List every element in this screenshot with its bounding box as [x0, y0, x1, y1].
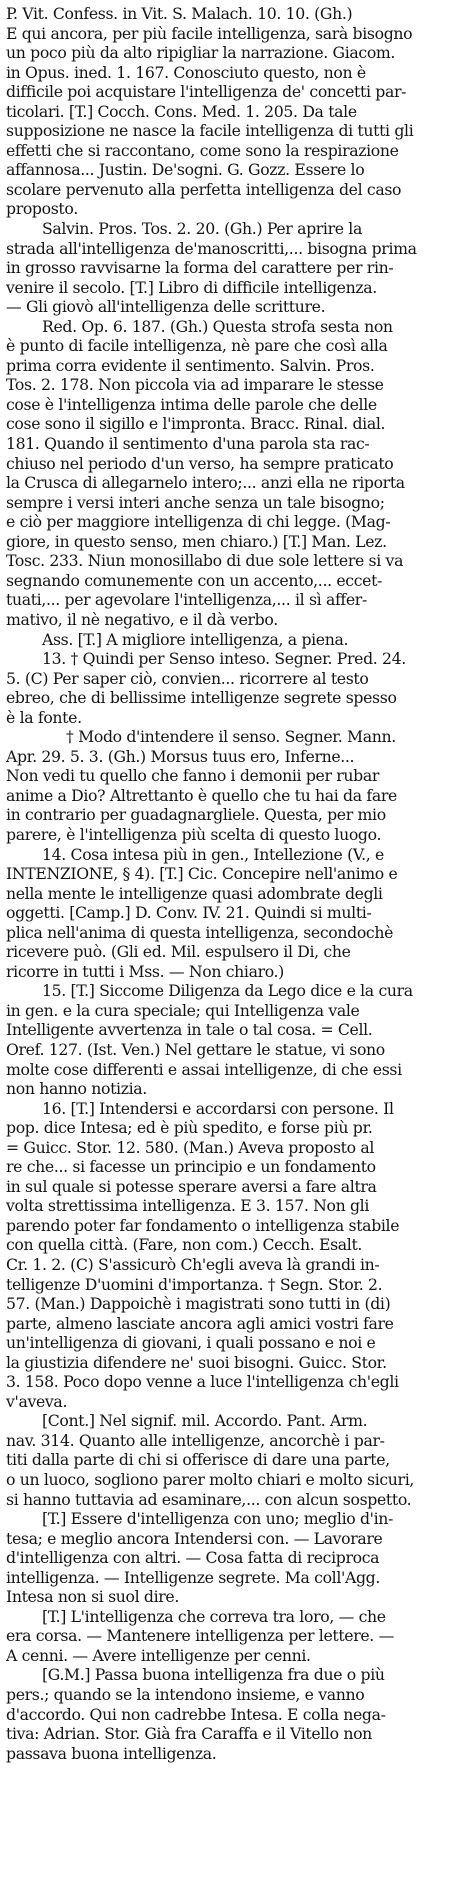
text-line: la Crusca di allegarnelo intero;... anzi ella ne riporta: [6, 473, 405, 493]
text-line: venire il secolo. [T.] Libro di difficile intelligenza.: [6, 277, 377, 297]
text-line: Tosc. 233. Niun monosillabo di due sole lettere si va: [6, 551, 404, 571]
text-line: = Guicc. Stor. 12. 580. (Man.) Aveva proposto al: [6, 1137, 375, 1157]
text-line: è la fonte.: [6, 707, 82, 727]
text-line: INTENZIONE, § 4). [T.] Cic. Concepire nell'animo e: [6, 864, 398, 884]
text-line: 14. Cosa intesa più in gen., Intellezione (V., e: [42, 844, 384, 864]
text-line: Non vedi tu quello che fanno i demonii per rubar: [6, 766, 379, 786]
text-line: difficile poi acquistare l'intelligenza de' concetti par-: [6, 82, 407, 102]
text-line: prima corra evidente il sentimento. Salvin. Pros.: [6, 355, 375, 375]
text-line: d'intelligenza con altri. — Cosa fatta di reciproca: [6, 1548, 380, 1568]
text-line: ticolari. [T.] Cocch. Cons. Med. 1. 205. Da tale: [6, 101, 357, 121]
text-line: Apr. 29. 5. 3. (Gh.) Morsus tuus ero, Inferne...: [6, 746, 355, 766]
text-line: e ciò per maggiore intelligenza di chi legge. (Mag-: [6, 512, 391, 532]
text-line: oggetti. [Camp.] D. Conv. IV. 21. Quindi si multi-: [6, 903, 372, 923]
text-line: tesa; e meglio ancora Intendersi con. — Lavorare: [6, 1528, 383, 1548]
text-line: ricorre in tutti i Mss. — Non chiaro.): [6, 961, 284, 981]
text-line: 181. Quando il sentimento d'una parola sta rac-: [6, 434, 370, 454]
text-line: telligenze D'uomini d'importanza. † Segn. Stor. 2.: [6, 1274, 383, 1294]
text-line: cose è l'intelligenza intima delle parole che delle: [6, 394, 377, 414]
text-line: tuati,... per agevolare l'intelligenza,... il sì affer-: [6, 590, 367, 610]
text-line: plica nell'anima di questa intelligenza, secondochè: [6, 922, 394, 942]
text-line: parendo poter far fondamento o intelligenza stabile: [6, 1215, 400, 1235]
text-line: nav. 314. Quanto alle intelligenze, ancorchè i par-: [6, 1430, 385, 1450]
text-line: Tos. 2. 178. Non piccola via ad imparare le stesse: [6, 375, 384, 395]
text-line: 5. (C) Per saper ciò, convien... ricorrere al testo: [6, 668, 369, 688]
text-line: era corsa. — Mantenere intelligenza per lettere. —: [6, 1626, 394, 1646]
text-line: 3. 158. Poco dopo venne a luce l'intelligenza ch'egli: [6, 1372, 399, 1392]
text-line: Oref. 127. (Ist. Ven.) Nel gettare le statue, vi sono: [6, 1039, 385, 1059]
text-line: v'aveva.: [6, 1391, 68, 1411]
text-line: parte, almeno lasciate ancora agli amici vostri fare: [6, 1313, 394, 1333]
text-line: con quella città. (Fare, non com.) Cecch. Esalt.: [6, 1235, 363, 1255]
text-line: † Modo d'intendere il senso. Segner. Mann.: [66, 727, 396, 747]
text-line: pop. dice Intesa; ed è più spedito, e forse più pr.: [6, 1118, 373, 1138]
text-line: 15. [T.] Siccome Diligenza da Lego dice e la cura: [42, 981, 413, 1001]
text-line: passava buona intelligenza.: [6, 1743, 217, 1763]
text-line: Ass. [T.] A migliore intelligenza, a piena.: [42, 629, 349, 649]
text-line: ricevere può. (Gli ed. Mil. espulsero il Di, che: [6, 942, 351, 962]
text-line: [T.] L'intelligenza che correva tra loro, — che: [42, 1606, 386, 1626]
text-line: in grosso ravvisarne la forma del carattere per rin-: [6, 258, 394, 278]
text-line: nella mente le intelligenze quasi adombrate degli: [6, 883, 383, 903]
text-line: Intesa non si suol dire.: [6, 1587, 180, 1607]
text-line: in contrario per guadagnargliele. Questa, per mio: [6, 805, 386, 825]
text-line: Red. Op. 6. 187. (Gh.) Questa strofa sesta non: [42, 316, 393, 336]
text-line: pers.; quando se la intendono insieme, e vanno: [6, 1685, 365, 1705]
text-line: un'intelligenza di giovani, i quali possano e noi e: [6, 1333, 376, 1353]
text-line: volta strettissima intelligenza. E 3. 157. Non gli: [6, 1196, 369, 1216]
text-line: chiuso nel periodo d'un verso, ha sempre praticato: [6, 453, 394, 473]
text-line: effetti che si raccontano, come sono la respirazione: [6, 140, 399, 160]
text-line: anime a Dio? Altrettanto è quello che tu hai da fare: [6, 785, 397, 805]
text-line: 57. (Man.) Dappoichè i magistrati sono tutti in (di): [6, 1294, 391, 1314]
text-line: cose sono il sigillo e l'impronta. Bracc. Rinal. dial.: [6, 414, 386, 434]
text-line: Intelligente avvertenza in tale o tal cosa. = Cell.: [6, 1020, 373, 1040]
text-line: — Gli giovò all'intelligenza delle scritture.: [6, 297, 326, 317]
text-line: molte cose differenti e assai intelligenze, di che essi: [6, 1059, 402, 1079]
text-line: 13. † Quindi per Senso inteso. Segner. Pred. 24.: [42, 649, 406, 669]
text-line: mativo, il nè negativo, e il dà verbo.: [6, 609, 278, 629]
text-line: in gen. e la cura speciale; qui Intelligenza vale: [6, 1000, 360, 1020]
text-line: si hanno tuttavia ad esaminare,... con alcun sospetto.: [6, 1489, 412, 1509]
text-line: 16. [T.] Intendersi e accordarsi con persone. Il: [42, 1098, 394, 1118]
text-line: ebreo, che di bellissime intelligenze segrete spesso: [6, 688, 397, 708]
text-line: titi dalla parte di chi si offerisce di dare una parte,: [6, 1450, 390, 1470]
text-line: non hanno notizia.: [6, 1079, 147, 1099]
text-line: parere, è l'intelligenza più scelta di questo luogo.: [6, 824, 382, 844]
text-column: [6, 4, 465, 1763]
text-line: E qui ancora, per più facile intelligenza, sarà bisogno: [6, 23, 413, 43]
text-line: sempre i versi interi anche senza un tale bisogno;: [6, 492, 385, 512]
text-line: A cenni. — Avere intelligenze per cenni.: [6, 1645, 311, 1665]
text-line: giore, in questo senso, men chiaro.) [T.] Man. Lez.: [6, 531, 387, 551]
text-line: proposto.: [6, 199, 78, 219]
text-line: tiva: Adrian. Stor. Già fra Caraffa e il Vitello non: [6, 1724, 372, 1744]
text-line: [Cont.] Nel signif. mil. Accordo. Pant. Arm.: [42, 1411, 368, 1431]
text-line: strada all'intelligenza de'manoscritti,... bisogna prima: [6, 238, 417, 258]
text-line: supposizione ne nasce la facile intelligenza di tutti gli: [6, 121, 414, 141]
text-line: intelligenza. — Intelligenze segrete. Ma coll'Agg.: [6, 1567, 380, 1587]
text-line: affannosa... Justin. De'sogni. G. Gozz. Essere lo: [6, 160, 365, 180]
text-line: [T.] Essere d'intelligenza con uno; meglio d'in-: [42, 1509, 394, 1529]
text-line: Cr. 1. 2. (C) S'assicurò Ch'egli aveva là grandi in-: [6, 1255, 380, 1274]
text-line: P. Vit. Confess. in Vit. S. Malach. 10. 10. (Gh.): [6, 4, 353, 23]
text-line: segnando comunemente con un accento,... eccet-: [6, 570, 382, 590]
text-line: [G.M.] Passa buona intelligenza fra due o più: [42, 1665, 385, 1685]
text-line: in sul quale si potesse sperare aversi a fare altra: [6, 1176, 377, 1196]
text-line: o un luoco, sogliono parer molto chiari e molto sicuri,: [6, 1470, 414, 1490]
text-line: è punto di facile intelligenza, nè pare che così alla: [6, 336, 388, 356]
text-line: scolare pervenuto alla perfetta intelligenza del caso: [6, 179, 402, 199]
text-line: un poco più da alto ripigliar la narrazione. Giacom.: [6, 43, 396, 63]
text-line: la giustizia difendere ne' suoi bisogni. Guicc. Stor.: [6, 1352, 387, 1372]
text-line: d'accordo. Qui non cadrebbe Intesa. E colla nega-: [6, 1704, 386, 1724]
text-line: Salvin. Pros. Tos. 2. 20. (Gh.) Per aprire la: [42, 219, 362, 239]
text-line: re che... si facesse un principio e un fondamento: [6, 1157, 376, 1177]
text-line: in Opus. ined. 1. 167. Conosciuto questo, non è: [6, 62, 366, 82]
